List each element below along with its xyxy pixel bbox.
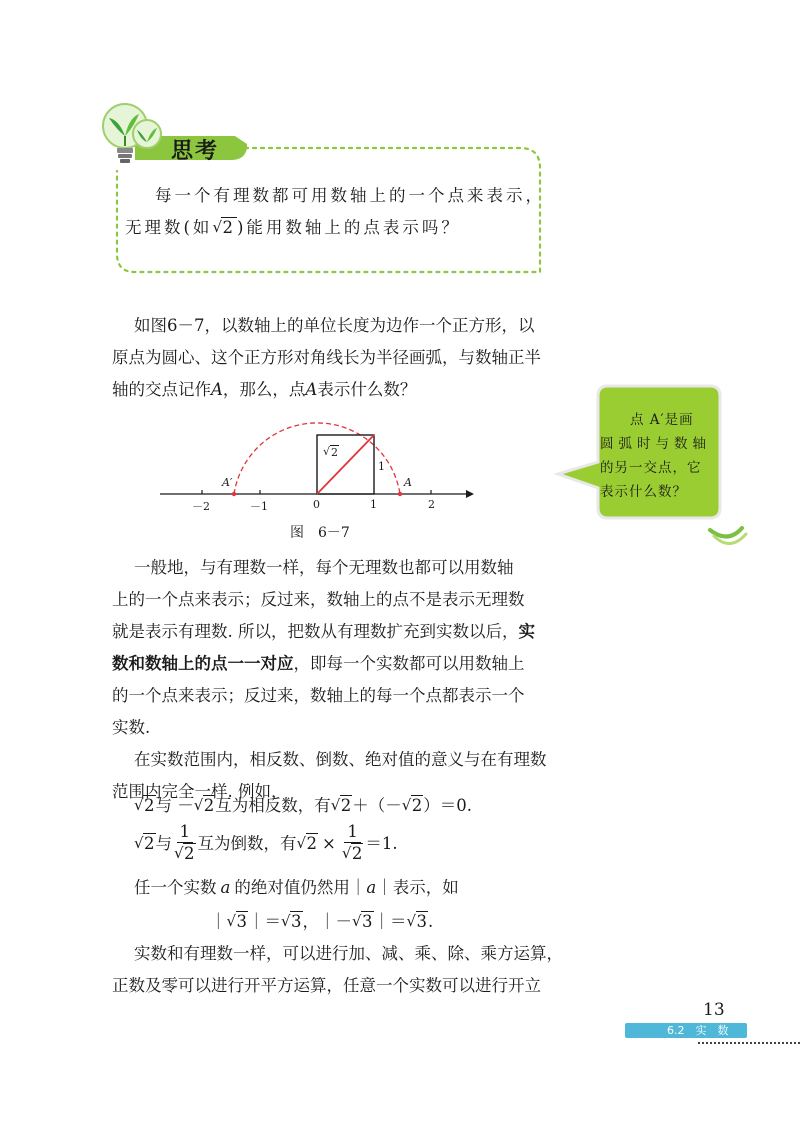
p1-line-6: 实数. <box>112 718 151 737</box>
think-line-2 <box>125 212 545 244</box>
p3-b: 的绝对值仍然用｜ <box>234 878 367 897</box>
page-number: 13 <box>703 1000 725 1020</box>
radicand: 2 <box>144 833 155 853</box>
eq3-a: ｜ <box>210 912 227 931</box>
tick-label: 0 <box>313 498 320 511</box>
p1-line-1: 一般地，与有理数一样，每个无理数也都可以用数轴 <box>134 558 514 577</box>
p1-line-3 <box>112 616 562 648</box>
radicand: 2 <box>331 446 338 459</box>
p4-line-1: 实数和有理数一样，可以进行加、减、乘、除、乘方运算， <box>134 944 563 963</box>
side-label: 1 <box>378 460 385 473</box>
eq3-d: ｜＝ <box>373 912 407 931</box>
think-line-2-post: )能用数轴上的点表示吗？ <box>236 218 461 237</box>
radicand: 3 <box>416 912 427 931</box>
radicand: 3 <box>291 912 302 931</box>
p4-line-2: 正数及零可以进行开平方运算，任意一个实数可以进行开立 <box>112 976 541 995</box>
side-note-line-2: 圆弧时与数轴 <box>600 436 711 452</box>
numerator: 1 <box>344 822 361 843</box>
p3-c: ｜表示，如 <box>376 878 459 897</box>
intro-line-3 <box>112 374 562 406</box>
label-A-prime: A′ <box>222 476 233 489</box>
section-tab <box>625 1023 747 1038</box>
eq2-b: 互为倒数，有 <box>197 833 297 853</box>
radicand: 2 <box>203 796 215 815</box>
equation-reciprocal: √ 2 与 1 √ 2 互为倒数，有 √ 2 × 1 √ 2 ＝1. <box>134 822 398 863</box>
point-A-prime <box>232 492 236 496</box>
radicand: 2 <box>222 218 236 237</box>
square-diagonal <box>317 435 374 494</box>
sqrt-2: √ 2 <box>212 218 236 237</box>
body-paragraph-1 <box>112 552 562 744</box>
intro-line-1: 如图6－7，以数轴上的单位长度为边作一个正方形，以 <box>134 316 535 335</box>
radicand: 2 <box>306 833 317 853</box>
intro-line-3-a: 轴的交点记作 <box>112 380 211 399</box>
eq3-c: ，｜－ <box>302 912 352 931</box>
axis-arrow <box>466 490 474 498</box>
p3-a: 任一个实数 <box>134 878 217 897</box>
p1-line-5: 的一个点来表示；反过来，数轴上的每一个点都表示一个 <box>112 686 525 705</box>
lightbulb-icon <box>95 98 165 168</box>
equation-absolute: ｜ √ 3｜＝ √ 3，｜－ √ 3｜＝ √ 3. <box>210 912 434 931</box>
numerator: 1 <box>177 822 194 843</box>
eq1-c: ＋（－ <box>352 796 402 815</box>
think-line-2-pre: 无理数(如 <box>125 218 213 237</box>
p1-line-4 <box>112 648 562 680</box>
think-box <box>95 96 545 276</box>
intro-line-3-b: ，那么，点 <box>222 380 306 399</box>
label-A: A <box>404 476 412 489</box>
radicand: 3 <box>236 912 247 931</box>
key-statement: 数和数轴上的点一一对应 <box>112 654 294 673</box>
side-note <box>552 378 800 578</box>
radicand: 2 <box>411 796 423 815</box>
eq1-b: 互为相反数，有 <box>215 796 331 815</box>
radicand: 2 <box>340 796 352 815</box>
eq3-b: ｜＝ <box>248 912 281 931</box>
think-line-1: 每一个有理数都可用数轴上的一个点来表示， <box>155 186 545 205</box>
diag-label: √ 2 <box>323 445 338 459</box>
equation-opposite: √ 2与 － √ 2互为相反数，有 √ 2＋（－ √ 2）＝0. <box>134 796 472 815</box>
footer-dotted-line <box>698 1042 800 1044</box>
point-label: A <box>305 380 318 399</box>
p1-line-4-text: ，即每一个实数都可以用数轴上 <box>293 654 525 673</box>
variable-a: a <box>366 878 377 897</box>
eq2-d: ＝1. <box>365 833 398 853</box>
radicand: 2 <box>184 844 195 863</box>
p2-line-1: 在实数范围内，相反数、倒数、绝对值的意义与在有理数 <box>134 750 547 769</box>
think-text <box>125 180 545 244</box>
body-paragraph-4 <box>112 938 562 1002</box>
side-note-line-1: 点 A′是画 <box>630 412 694 428</box>
point-label: A <box>211 380 223 399</box>
eq1-a: 与 － <box>155 796 194 815</box>
radicand: 2 <box>144 796 155 815</box>
fraction: 1 √ 2 <box>341 822 363 863</box>
side-note-line-3: 的另一交点，它 <box>600 460 702 476</box>
intro-line-3-c: 表示什么数？ <box>317 380 417 399</box>
section-label: 6.2 实 数 <box>667 1024 729 1037</box>
body-paragraph-3 <box>134 872 459 904</box>
intro-line-2: 原点为圆心、这个正方形对角线长为半径画弧，与数轴正半 <box>112 348 541 367</box>
side-note-line-4: 表示什么数？ <box>600 484 687 500</box>
radicand: 2 <box>351 844 363 863</box>
intro-paragraph <box>112 310 562 406</box>
tick-label: 1 <box>370 498 377 511</box>
eq2-a: 与 <box>155 833 172 853</box>
tick-label: －1 <box>250 500 268 513</box>
key-statement: 实 <box>518 622 535 641</box>
fraction: 1 √ 2 <box>174 822 195 863</box>
tick-label: －2 <box>192 500 210 513</box>
variable-a: a <box>220 878 231 897</box>
p1-line-2: 上的一个点来表示；反过来，数轴上的点不是表示无理数 <box>112 590 525 609</box>
figure-6-7 <box>160 408 480 520</box>
tick-label: 2 <box>428 498 435 511</box>
p1-line-3-text: 就是表示有理数. 所以，把数从有理数扩充到实数以后， <box>112 622 519 641</box>
eq1-d: ）＝0. <box>423 796 472 815</box>
eq3-e: . <box>428 912 434 931</box>
point-A <box>398 492 402 496</box>
eq2-c: × <box>322 833 336 853</box>
figure-caption: 图 6－7 <box>290 525 350 541</box>
think-title: 思考 <box>171 139 220 164</box>
p2-line-2: 范围内完全一样. 例如， <box>112 782 288 801</box>
radicand: 3 <box>362 912 373 931</box>
